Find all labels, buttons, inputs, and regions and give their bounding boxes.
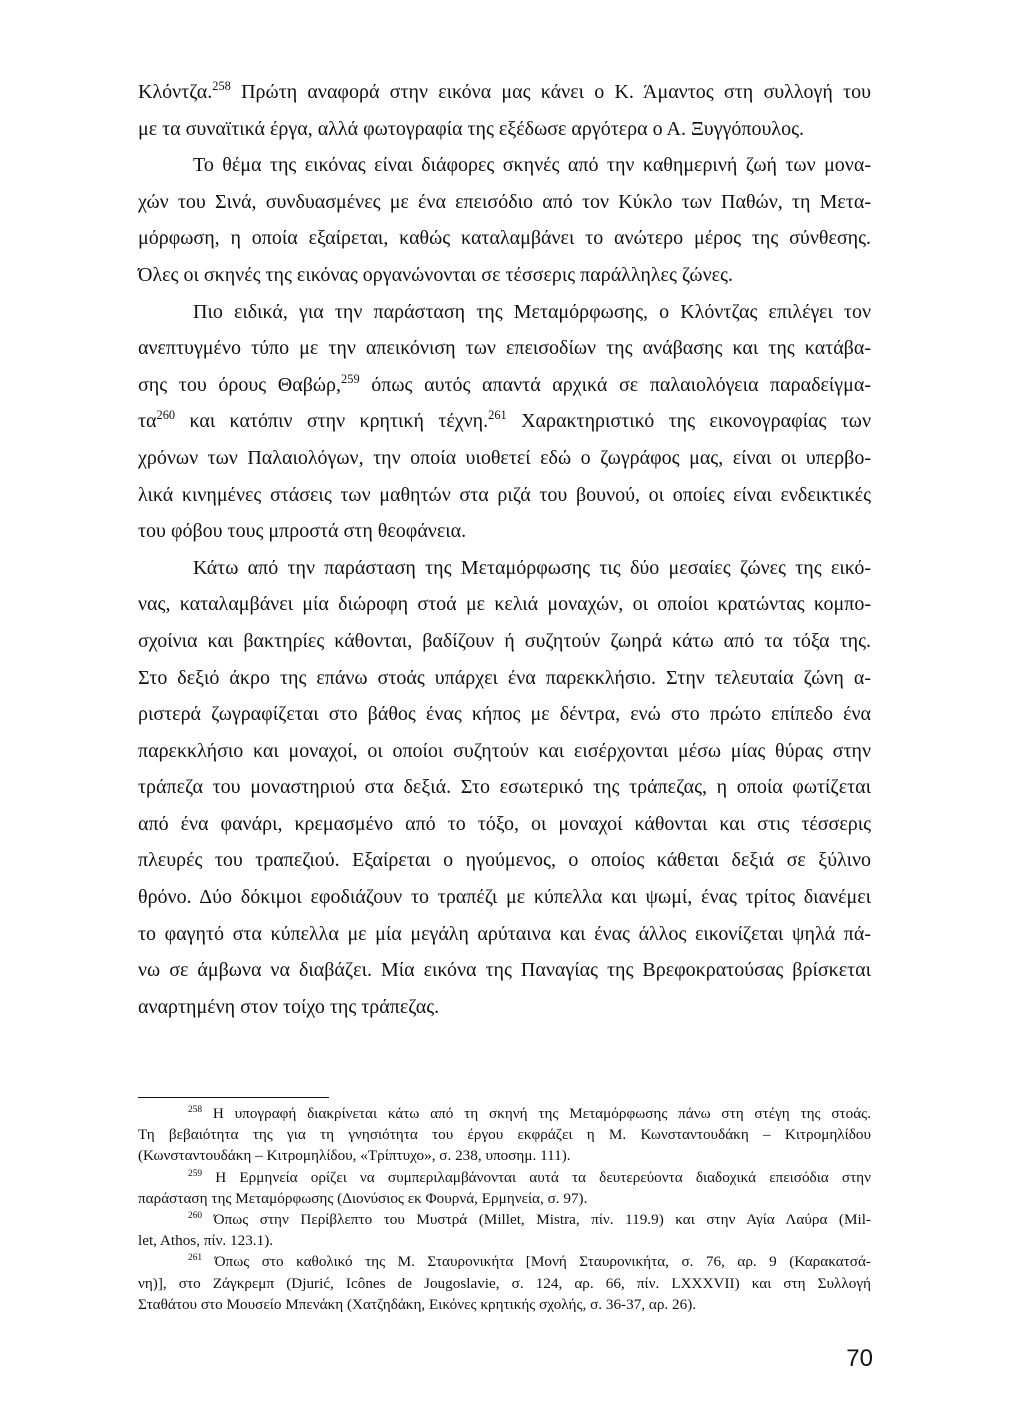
text-line (138, 842, 871, 879)
footnote-text: Η υπογραφή διακρίνεται κάτω από τη σκηνή της Μεταμόρφωσης πάνω στη στέγη της στοάς. (202, 1105, 871, 1122)
line-text: λικά κινημένες στάσεις των μαθητών στα ριζά του βουνού, οι οποίες είναι ενδεικτικές (138, 483, 871, 506)
footnote-ref: 261 (488, 408, 507, 423)
footnote-line (138, 1251, 871, 1272)
text-line (138, 660, 871, 697)
page-number: 70 (846, 1345, 873, 1372)
text-line (138, 403, 871, 440)
text-line (138, 477, 871, 514)
footnote-text: νη)], στο Ζάγκρεμπ (Djurić, Icônes de Jougoslavie, σ. 124, αρ. 66, πίν. LXXXVII) και στη Συλλογή (138, 1274, 871, 1292)
footnote-ref: 259 (341, 371, 360, 386)
footnote-line (138, 1294, 871, 1315)
line-text: χών του Σινά, συνδυασμένες με ένα επεισόδιο από τον Κύκλο των Παθών, τη Μετα- (138, 190, 871, 213)
text-line (138, 879, 871, 916)
text-line (138, 147, 871, 184)
text-line (138, 220, 871, 257)
footnotes (138, 1103, 871, 1315)
line-text: όπως αυτός απαντά αρχικά σε παλαιολόγεια παραδείγμα- (359, 373, 871, 396)
line-text: σης του όρους Θαβώρ, (138, 373, 342, 396)
footnote-line (138, 1103, 871, 1124)
text-line (138, 550, 871, 587)
footnote-text: Τη βεβαιότητα της για τη γνησιότητα του έργου εκφράζει η Μ. Κωνσταντουδάκη – Κιτρομηλίδου (138, 1126, 871, 1144)
line-text: Πρώτη αναφορά στην εικόνα μας κάνει ο Κ. Άμαντος στη συλλογή του (230, 81, 871, 103)
text-line (138, 111, 871, 148)
text-line (138, 330, 871, 367)
line-text: νω σε άμβωνα να διαβάζει. Μία εικόνα της Παναγίας της Βρεφοκρατούσας βρίσκεται (138, 959, 871, 982)
line-text: τράπεζα του μοναστηριού στα δεξιά. Στο εσωτερικό της τράπεζας, η οποία φωτίζεται (138, 776, 871, 799)
footnote-line (138, 1273, 871, 1294)
line-text: Χαρακτηριστικό της εικονογραφίας των (506, 410, 871, 433)
footnote-text: Σταθάτου στο Μουσείο Μπενάκη (Χατζηδάκη, Εικόνες κρητικής σχολής, σ. 36-37, αρ. 26). (138, 1295, 697, 1313)
footnote-ref: 260 (156, 408, 176, 423)
text-line (138, 769, 871, 806)
line-text: μόρφωση, η οποία εξαίρεται, καθώς καταλαμβάνει το ανώτερο μέρος της σύνθεσης. (138, 227, 871, 250)
footnote-line (138, 1145, 871, 1166)
line-text: νας, καταλαμβάνει μία διώροφη στοά με κελιά μοναχών, οι οποίοι κρατώντας κομπο- (138, 593, 871, 616)
line-text: και κατόπιν στην κρητική τέχνη. (175, 410, 489, 433)
text-line (138, 586, 871, 623)
footnote-line (138, 1167, 871, 1188)
text-line (138, 916, 871, 953)
line-text: ριστερά ζωγραφίζεται στο βάθος ένας κήπος με δέντρα, ενώ στο πρώτο επίπεδο ένα (138, 703, 871, 726)
footnote-line (138, 1230, 871, 1251)
text-line (138, 733, 871, 770)
text-line (138, 806, 871, 843)
line-text: ανεπτυγμένο τύπο με την απεικόνιση των επεισοδίων της ανάβασης και της κατάβα- (138, 337, 871, 360)
line-text: τα (138, 410, 157, 433)
footnote-line (138, 1209, 871, 1230)
text-line (138, 696, 871, 733)
text-line (138, 294, 871, 331)
footnote-ref: 260 (188, 1210, 203, 1221)
line-text: με τα συναϊτικά έργα, αλλά φωτογραφία της εξέδωσε αργότερα ο Α. Ξυγγόπουλος. (138, 117, 804, 140)
footnote-ref: 261 (188, 1253, 203, 1264)
text-line (138, 623, 871, 660)
footnote-text: let, Athos, πίν. 123.1). (138, 1232, 274, 1250)
line-text: παρεκκλήσιο και μοναχοί, οι οποίοι συζητούν και εισέρχονται μέσω μίας θύρας στην (138, 739, 871, 762)
footnote-text: Όπως στην Περίβλεπτο του Μυστρά (Millet, Mistra, πίν. 119.9) και στην Αγία Λαύρα (Mil- (202, 1210, 871, 1228)
text-line (138, 952, 871, 989)
footnote-line (138, 1124, 871, 1145)
line-text: Πιο ειδικά, για την παράσταση της Μεταμόρφωσης, ο Κλόντζας επιλέγει τον (193, 300, 871, 323)
main-text (138, 74, 871, 1025)
line-text: πλευρές του τραπεζιού. Εξαίρεται ο ηγούμενος, ο οποίος κάθεται δεξιά σε ξύλινο (138, 849, 871, 872)
line-text: από ένα φανάρι, κρεμασμένο από το τόξο, οι μοναχοί κάθονται και στις τέσσερις (138, 812, 871, 835)
line-text: σχοίνια και βακτηρίες κάθονται, βαδίζουν ή συζητούν ζωηρά κάτω από τα τόξα της. (138, 629, 871, 652)
line-text: το φαγητό στα κύπελλα με μία μεγάλη αρύταινα και ένας άλλος εικονίζεται ψηλά πά- (138, 922, 871, 945)
line-text: θρόνο. Δύο δόκιμοι εφοδιάζουν το τραπέζι με κύπελλα και ψωμί, ένας τρίτος διανέμει (138, 886, 871, 909)
footnote-ref: 259 (188, 1168, 203, 1179)
footnote-line (138, 1188, 871, 1209)
line-text: Κλόντζα. (138, 81, 213, 103)
footnote-text: Όπως στο καθολικό της Μ. Σταυρονικήτα [Μονή Σταυρονικήτα, σ. 76, αρ. 9 (Καρακατσά- (202, 1253, 871, 1271)
line-text: του φόβου τους μπροστά στη θεοφάνεια. (138, 520, 467, 543)
line-text: Στο δεξιό άκρο της επάνω στοάς υπάρχει ένα παρεκκλήσιο. Στην τελευταία ζώνη α- (138, 666, 871, 689)
footnote-separator (138, 1097, 329, 1098)
line-text: Το θέμα της εικόνας είναι διάφορες σκηνές από την καθημερινή ζωή των μονα- (193, 154, 871, 177)
text-line (138, 440, 871, 477)
line-text: Κάτω από την παράσταση της Μεταμόρφωσης τις δύο μεσαίες ζώνες της εικό- (193, 556, 871, 579)
footnote-text: (Κωνσταντουδάκη – Κιτρομηλίδου, «Τρίπτυχο», σ. 238, υποσημ. 111). (138, 1147, 571, 1165)
footnote-ref: 258 (212, 78, 231, 93)
text-line (138, 989, 871, 1026)
footnote-text: παράσταση της Μεταμόρφωσης (Διονύσιος εκ Φουρνά, Ερμηνεία, σ. 97). (138, 1189, 588, 1207)
footnote-ref: 258 (188, 1104, 203, 1115)
line-text: αναρτημένη στον τοίχο της τράπεζας. (138, 995, 440, 1018)
footnote-text: Η Ερμηνεία ορίζει να συμπεριλαμβάνονται αυτά τα δευτερεύοντα διαδοχικά επεισόδια στην (202, 1168, 871, 1186)
text-line (138, 513, 871, 550)
text-line (138, 257, 871, 294)
text-line (138, 74, 871, 111)
text-line (138, 184, 871, 221)
text-line (138, 367, 871, 404)
line-text: Όλες οι σκηνές της εικόνας οργανώνονται σε τέσσερις παράλληλες ζώνες. (138, 263, 733, 286)
line-text: χρόνων των Παλαιολόγων, την οποία υιοθετεί εδώ ο ζωγράφος μας, είναι οι υπερβο- (138, 446, 871, 469)
